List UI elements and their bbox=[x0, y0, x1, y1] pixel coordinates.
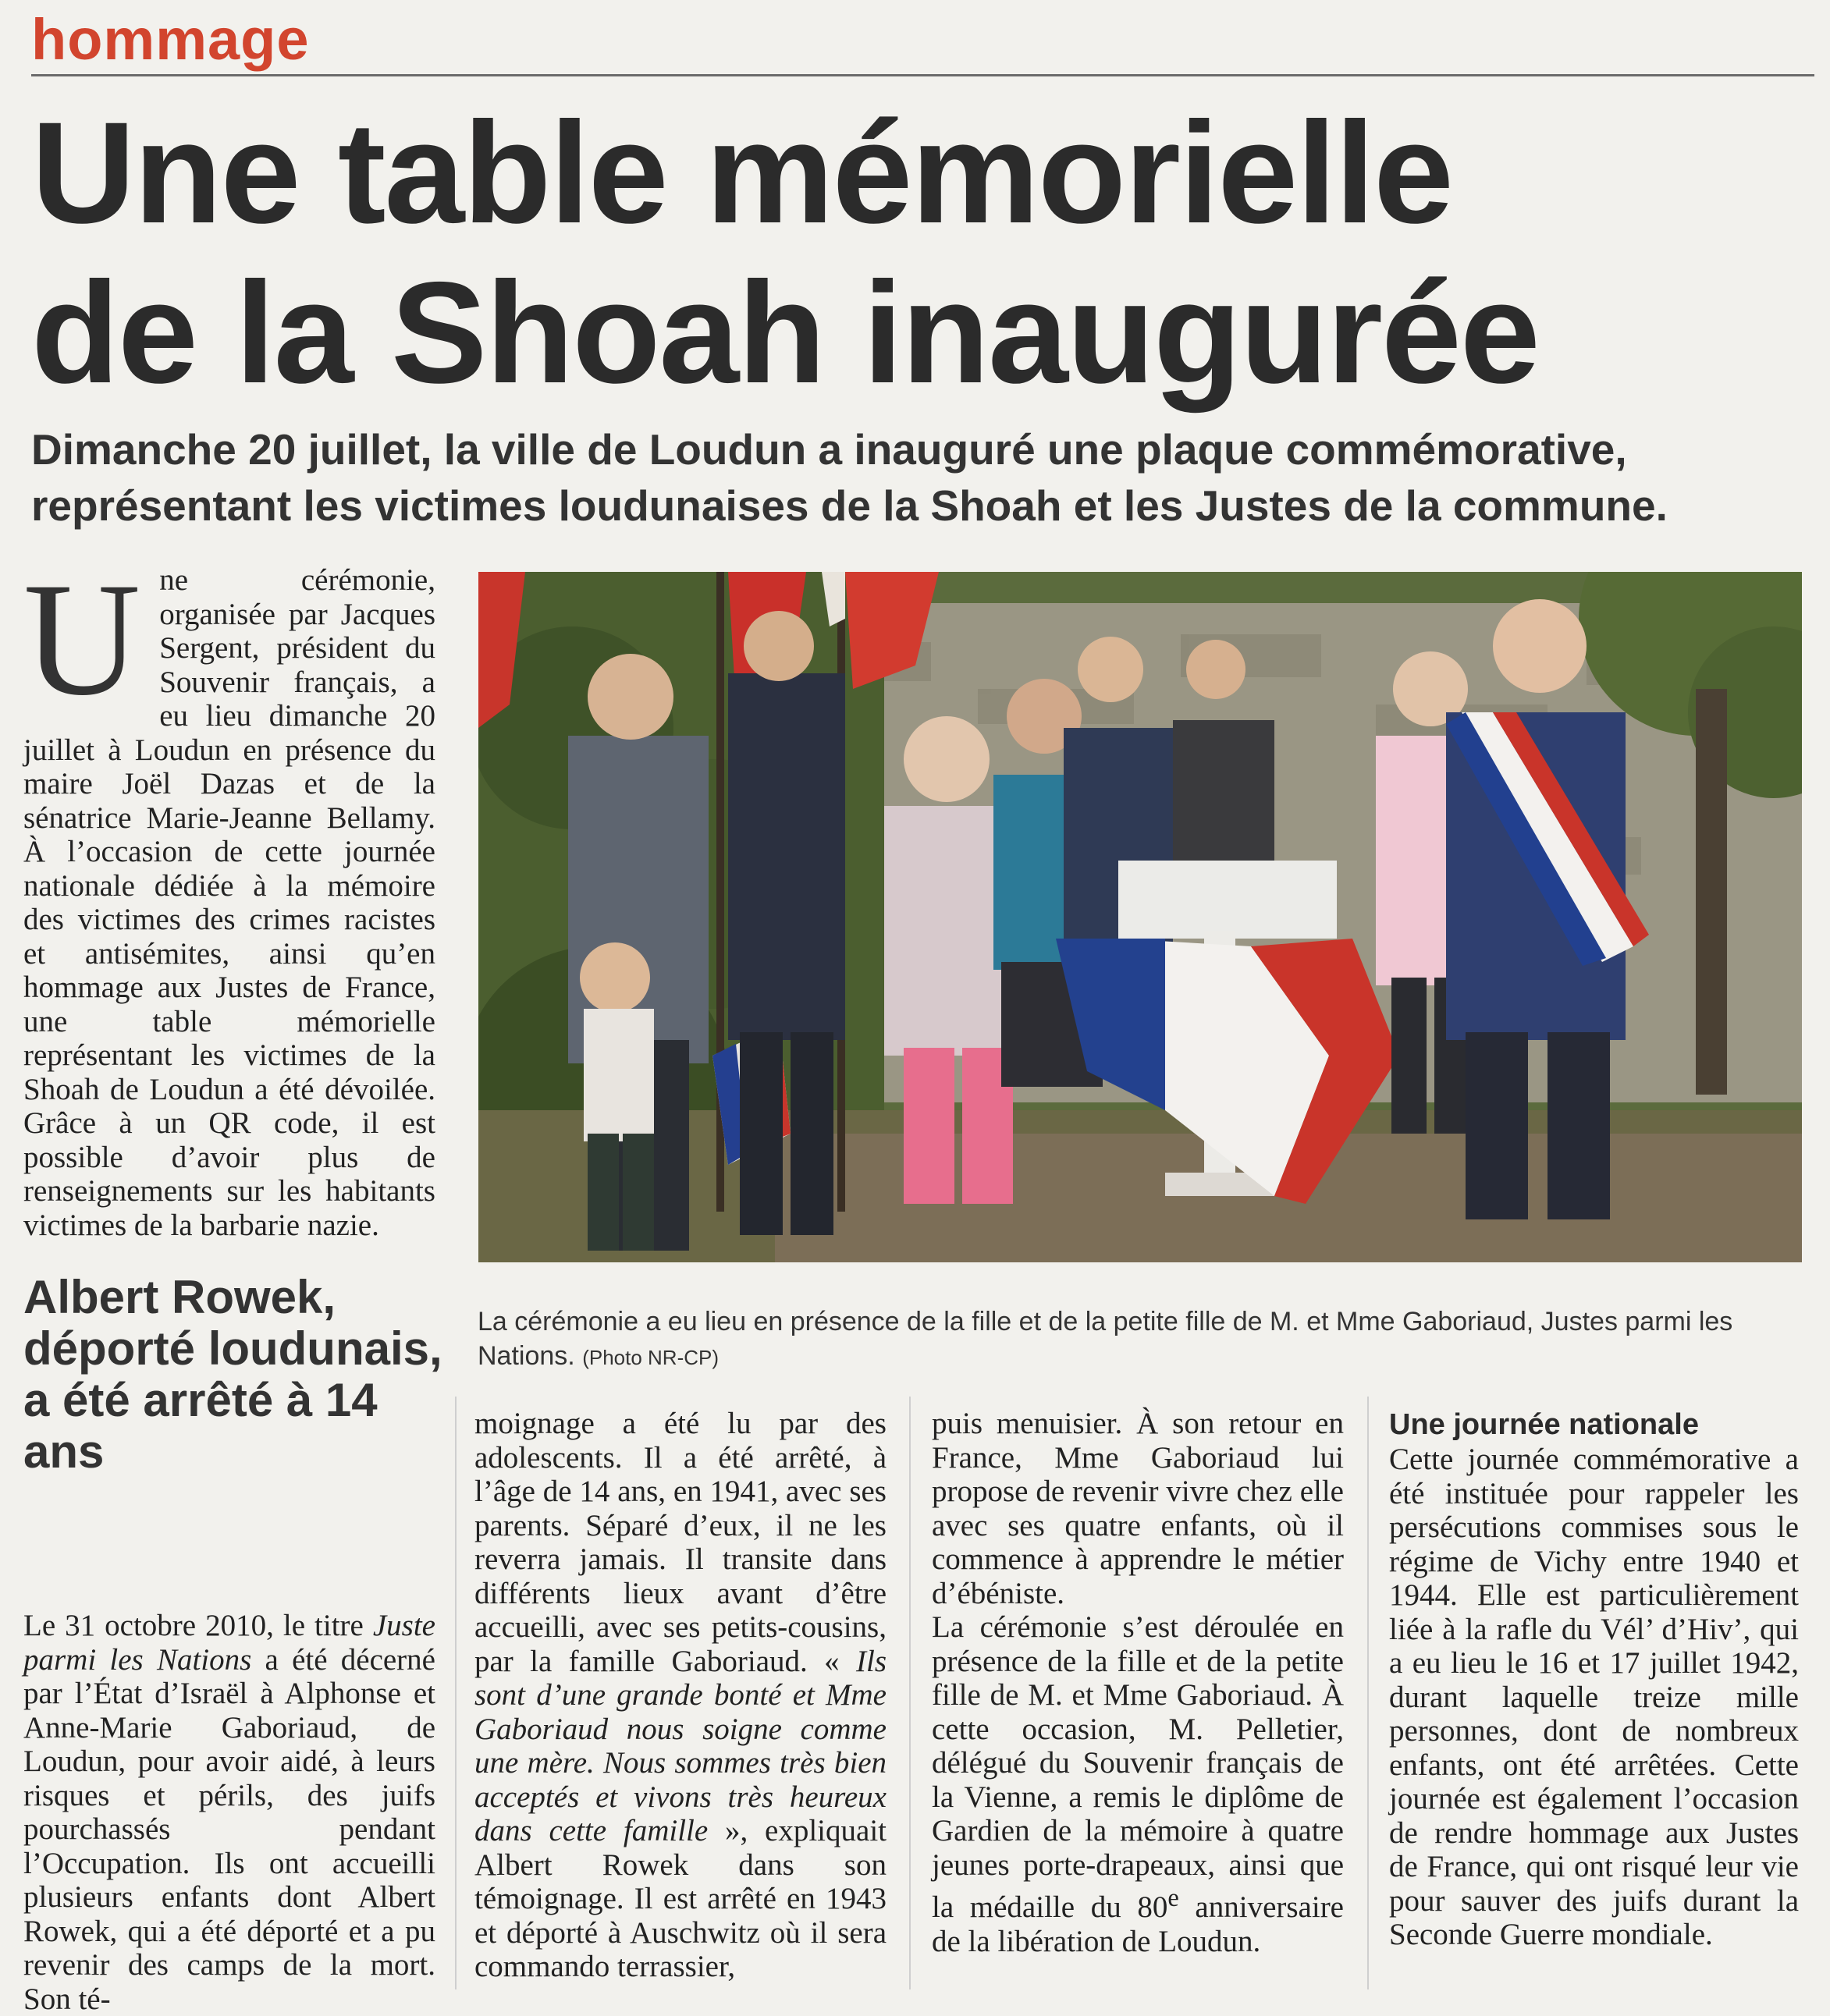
body-column-3 bbox=[932, 1407, 1344, 1958]
headline-line-2: de la Shoah inaugurée bbox=[31, 253, 1539, 413]
col3-paragraph-2: La cérémonie s’est déroulée en présence de la fille et de la petite fille de M. et Mme Gaboriaud. À cette occasion, M. Pelletier, délégué du Souvenir français de la Vienne, a remis le diplôme de Gardien de la mémoire à quatre jeunes porte-drapeaux, ainsi que la médaille du 80e anniversaire de la libération de Loudun. bbox=[932, 1610, 1344, 1958]
photo-credit: (Photo NR-CP) bbox=[582, 1346, 720, 1369]
ceremony-photo bbox=[478, 572, 1802, 1262]
standfirst: Dimanche 20 juillet, la ville de Loudun a inauguré une plaque commémorative, représentant les victimes loudunaises de la Shoah et les Justes de la commune. bbox=[31, 425, 1668, 530]
headline bbox=[31, 94, 1787, 413]
caption-text: La cérémonie a eu lieu en présence de la fille et de la petite fille de M. et Mme Gaboriaud, Justes parmi les Nations. bbox=[478, 1307, 1733, 1371]
box-heading: Une journée nationale bbox=[1389, 1408, 1699, 1441]
intro-column bbox=[23, 549, 435, 1242]
body-column-4 bbox=[1389, 1407, 1799, 1952]
header-rule bbox=[31, 74, 1814, 76]
body-column-1 bbox=[23, 1609, 435, 2016]
ceremony-photo-illustration bbox=[478, 572, 1802, 1262]
column-separator bbox=[455, 1397, 457, 1989]
column-separator bbox=[909, 1397, 911, 1989]
intro-paragraph: Une cérémonie, organisée par Jacques Sergent, président du Souvenir français, a eu lieu dimanche 20 juillet à Loudun en présence du maire Joël Dazas et de la sénatrice Marie-Jeanne Bellamy. À l’occasion de cette journée nationale dédiée à la mémoire des victimes des crimes racistes et antisémites, ainsi qu’en hommage aux Justes de France, une table mémorielle représentant les victimes de la Shoah de Loudun a été dévoilée. Grâce à un QR code, il est possible d’avoir plus de renseignements sur les habitants victimes de la barbarie nazie. bbox=[23, 549, 435, 1242]
headline-line-1: Une table mémorielle bbox=[31, 93, 1452, 254]
col2-paragraph: moignage a été lu par des adolescents. Il a été arrêté, à l’âge de 14 ans, en 1941, avec ses parents. Séparé d’eux, il ne les reverra jamais. Il transite dans différents lieux avant d’être accueilli, avec ses petits-cousins, par la famille Gaboriaud. « Ils sont d’une grande bonté et Mme Gaboriaud nous soigne comme une mère. Nous sommes très bien acceptés et vivons très heureux dans cette famille », expliquait Albert Rowek dans son témoignage. Il est arrêté en 1943 et déporté à Auschwitz où il sera commando terrassier, bbox=[474, 1407, 887, 1983]
column-separator bbox=[1367, 1397, 1369, 1989]
section-rubric: hommage bbox=[31, 7, 310, 72]
box-paragraph: Cette journée commémorative a été instituée pour rappeler les persécutions commises sous le régime de Vichy entre 1940 et 1944. Elle est particulièrement liée à la rafle du Vél’ d’Hiv’, qui a eu lieu le 16 et 17 juillet 1942, durant laquelle treize mille personnes, dont de nombreux enfants, ont été arrêtées. Cette journée est également l’occasion de rendre hommage aux Justes de France, qui ont risqué leur vie pour sauver des juifs durant la Seconde Guerre mondiale. bbox=[1389, 1443, 1799, 1951]
body-column-2 bbox=[474, 1407, 887, 1984]
col1-paragraph: Le 31 octobre 2010, le titre Juste parmi les Nations a été décerné par l’État d’Israël à Alphonse et Anne-Marie Gaboriaud, de Loudun, pour avoir aidé, à leurs risques et périls, des juifs pourchassés pendant l’Occupation. Ils ont accueilli plusieurs enfants dont Albert Rowek, qui a été déporté et a pu revenir des camps de la mort. Son té- bbox=[23, 1609, 435, 2016]
col3-paragraph-1: puis menuisier. À son retour en France, Mme Gaboriaud lui propose de revenir vivre chez elle avec ses quatre enfants, où il commence à apprendre le métier d’ébéniste. bbox=[932, 1407, 1344, 1610]
photo-caption bbox=[478, 1304, 1804, 1375]
subhead: Albert Rowek, déporté loudunais, a été arrêté à 14 ans bbox=[23, 1271, 442, 1478]
